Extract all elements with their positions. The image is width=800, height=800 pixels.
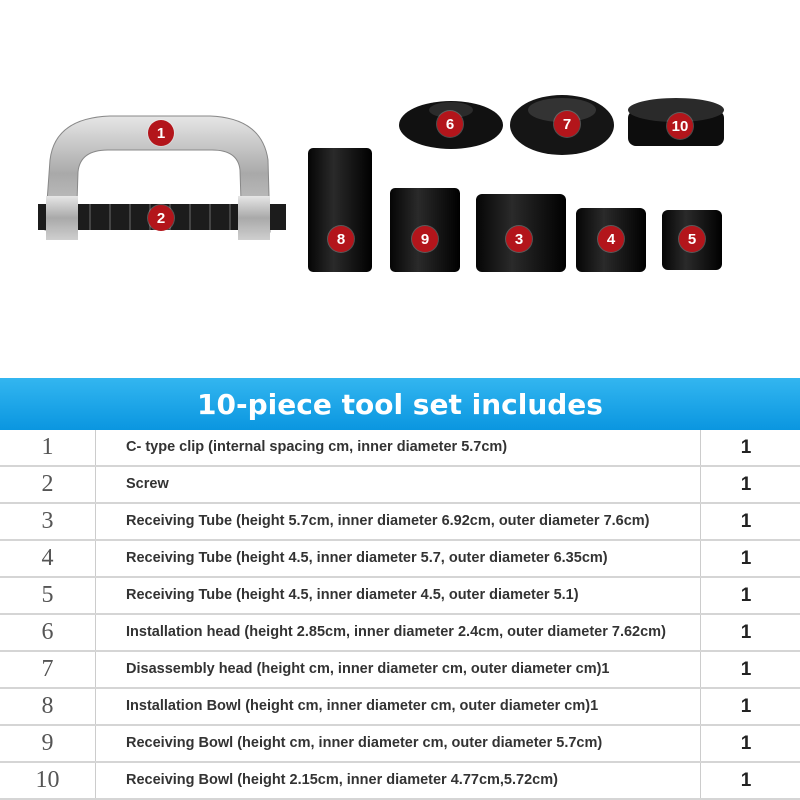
table-title-banner — [0, 378, 800, 430]
item-quantity: 1 — [740, 658, 752, 680]
part-badge: 8 — [328, 226, 354, 252]
item-quantity: 1 — [740, 732, 752, 754]
item-number: 5 — [0, 578, 96, 613]
item-quantity: 1 — [740, 547, 752, 569]
table-row — [0, 578, 800, 615]
item-description: Receiving Bowl (height cm, inner diameter cm, outer diameter 5.7cm) — [96, 726, 701, 761]
item-quantity: 1 — [740, 621, 752, 643]
table-row — [0, 652, 800, 689]
table-row — [0, 541, 800, 578]
item-number: 9 — [0, 726, 96, 761]
table-row — [0, 467, 800, 504]
table-row — [0, 615, 800, 652]
item-description: Receiving Bowl (height 2.15cm, inner diameter 4.77cm,5.72cm) — [96, 763, 701, 798]
tubes — [308, 148, 722, 272]
part-badge: 7 — [554, 111, 580, 137]
item-description: Installation Bowl (height cm, inner diameter cm, outer diameter cm)1 — [96, 689, 701, 724]
part-badge: 4 — [598, 226, 624, 252]
part-badge: 3 — [506, 226, 532, 252]
table-row — [0, 689, 800, 726]
item-number: 10 — [0, 763, 96, 798]
item-number: 6 — [0, 615, 96, 650]
item-quantity: 1 — [740, 473, 752, 495]
table-title: 10-piece tool set includes — [197, 387, 603, 421]
tool-set-illustration — [0, 0, 800, 378]
item-quantity: 1 — [740, 769, 752, 791]
parts-table — [0, 430, 800, 800]
item-number: 2 — [0, 467, 96, 502]
item-number: 1 — [0, 430, 96, 465]
item-description: Disassembly head (height cm, inner diameter cm, outer diameter cm)1 — [96, 652, 701, 687]
item-number: 4 — [0, 541, 96, 576]
item-number: 8 — [0, 689, 96, 724]
item-description: C- type clip (internal spacing cm, inner diameter 5.7cm) — [96, 430, 701, 465]
item-description: Receiving Tube (height 4.5, inner diameter 5.7, outer diameter 6.35cm) — [96, 541, 701, 576]
part-badge: 2 — [148, 205, 174, 231]
part-badge: 5 — [679, 226, 705, 252]
item-description: Receiving Tube (height 5.7cm, inner diameter 6.92cm, outer diameter 7.6cm) — [96, 504, 701, 539]
part-badge: 10 — [667, 113, 693, 139]
product-photo — [0, 0, 800, 378]
table-row — [0, 763, 800, 800]
part-badge: 6 — [437, 111, 463, 137]
item-number: 7 — [0, 652, 96, 687]
item-description: Screw — [96, 467, 701, 502]
table-row — [0, 726, 800, 763]
item-quantity: 1 — [740, 584, 752, 606]
item-description: Installation head (height 2.85cm, inner diameter 2.4cm, outer diameter 7.62cm) — [96, 615, 701, 650]
item-quantity: 1 — [740, 436, 752, 458]
item-quantity: 1 — [740, 510, 752, 532]
part-badge: 1 — [148, 120, 174, 146]
table-row — [0, 504, 800, 541]
part-badge: 9 — [412, 226, 438, 252]
item-number: 3 — [0, 504, 96, 539]
item-description: Receiving Tube (height 4.5, inner diameter 4.5, outer diameter 5.1) — [96, 578, 701, 613]
table-row — [0, 430, 800, 467]
item-quantity: 1 — [740, 695, 752, 717]
